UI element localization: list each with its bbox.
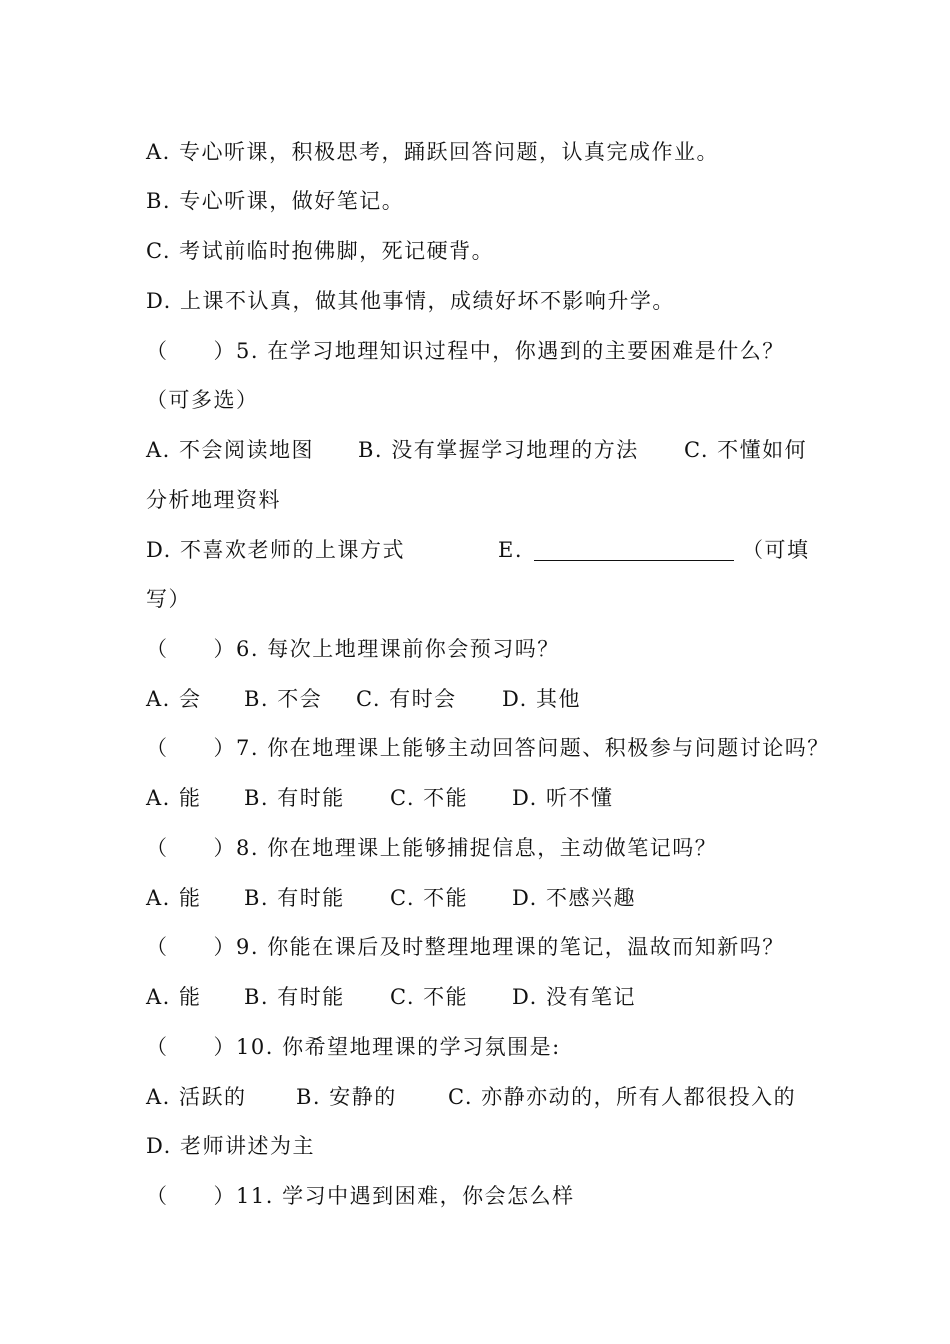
q6-options [146, 684, 806, 714]
q5-note: （可多选） [146, 388, 259, 412]
q4-option-a: A. 专心听课，积极思考，踊跃回答问题，认真完成作业。 [146, 140, 720, 164]
q10-option-b: B. 安静的 [296, 1085, 397, 1109]
q7-option-d: D. 听不懂 [512, 786, 614, 810]
q8-options [146, 883, 806, 913]
q8-option-a: A. 能 [146, 886, 202, 910]
q11-stem: （ ）11. 学习中遇到困难，你会怎么样 [146, 1184, 575, 1208]
q10-options [146, 1082, 806, 1112]
q6-stem: （ ）6. 每次上地理课前你会预习吗？ [146, 637, 560, 661]
q7-stem: （ ）7. 你在地理课上能够主动回答问题、积极参与问题讨论吗？ [146, 736, 830, 760]
q5-options-row-1 [146, 435, 806, 465]
q4-option-c: C. 考试前临时抱佛脚，死记硬背。 [146, 239, 495, 263]
q8-option-c: C. 不能 [390, 886, 469, 910]
q9-option-c: C. 不能 [390, 985, 469, 1009]
q10-option-d: D. 老师讲述为主 [146, 1134, 315, 1158]
q5-option-e-note: （可填 [742, 538, 810, 562]
q5-option-a: A. 不会阅读地图 [146, 438, 315, 462]
q9-option-a: A. 能 [146, 985, 202, 1009]
q10-option-a: A. 活跃的 [146, 1085, 247, 1109]
q5-option-c-continued: 分析地理资料 [146, 488, 281, 512]
q6-option-c: C. 有时会 [356, 687, 457, 711]
q7-option-b: B. 有时能 [244, 786, 345, 810]
q5-options-row-2 [146, 535, 810, 565]
q8-stem: （ ）8. 你在地理课上能够捕捉信息，主动做笔记吗？ [146, 836, 718, 860]
q5-option-e-blank[interactable] [534, 535, 734, 565]
q7-option-c: C. 不能 [390, 786, 469, 810]
q10-option-c: C. 亦静亦动的，所有人都很投入的 [448, 1085, 797, 1109]
q6-option-b: B. 不会 [244, 687, 323, 711]
q4-option-b: B. 专心听课，做好笔记。 [146, 189, 405, 213]
q5-option-b: B. 没有掌握学习地理的方法 [358, 438, 639, 462]
q10-stem: （ ）10. 你希望地理课的学习氛围是: [146, 1035, 561, 1059]
q5-option-d: D. 不喜欢老师的上课方式 [146, 538, 405, 562]
q5-stem: （ ）5. 在学习地理知识过程中，你遇到的主要困难是什么？ [146, 339, 785, 363]
q5-option-e-note-continued: 写） [146, 587, 191, 611]
q5-option-c: C. 不懂如何 [684, 438, 808, 462]
q6-option-a: A. 会 [146, 687, 202, 711]
q5-option-e: E. [498, 538, 524, 562]
q9-options [146, 982, 806, 1012]
q7-options [146, 783, 806, 813]
q9-stem: （ ）9. 你能在课后及时整理地理课的笔记，温故而知新吗？ [146, 935, 785, 959]
q8-option-d: D. 不感兴趣 [512, 886, 636, 910]
q6-option-d: D. 其他 [502, 687, 581, 711]
q8-option-b: B. 有时能 [244, 886, 345, 910]
q4-option-d: D. 上课不认真，做其他事情，成绩好坏不影响升学。 [146, 289, 675, 313]
q9-option-b: B. 有时能 [244, 985, 345, 1009]
q7-option-a: A. 能 [146, 786, 202, 810]
q9-option-d: D. 没有笔记 [512, 985, 636, 1009]
